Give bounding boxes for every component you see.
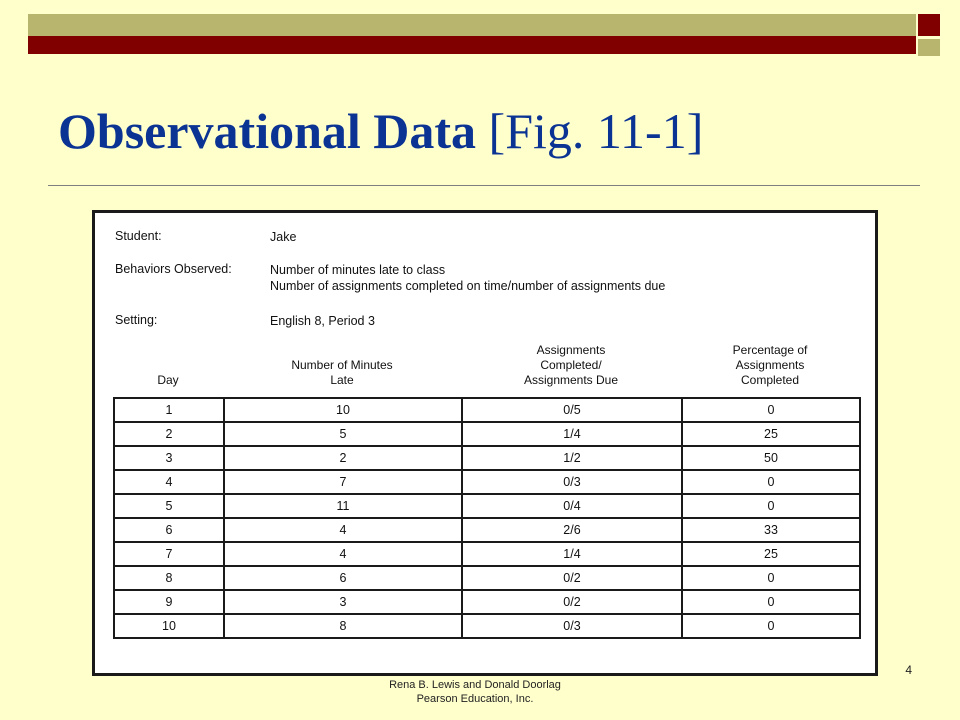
table-row [114, 398, 860, 422]
cell-minutes: 8 [224, 614, 462, 638]
cell-day: 2 [114, 422, 224, 446]
cell-percent: 0 [682, 614, 860, 638]
table-row [114, 518, 860, 542]
cell-percent: 25 [682, 422, 860, 446]
cell-assignments: 0/3 [462, 470, 682, 494]
table-row [114, 542, 860, 566]
cell-assignments: 2/6 [462, 518, 682, 542]
footer-line-2: Pearson Education, Inc. [416, 693, 534, 705]
cell-minutes: 4 [224, 542, 462, 566]
col-header-minutes-line-1: Number of Minutes [291, 358, 393, 372]
footer-credit [320, 678, 630, 706]
footer-line-1: Rena B. Lewis and Donald Doorlag [389, 679, 561, 691]
cell-percent: 0 [682, 398, 860, 422]
table-row [114, 590, 860, 614]
cell-assignments: 0/4 [462, 494, 682, 518]
setting-label: Setting: [115, 313, 158, 327]
slide-title-bold: Observational Data [58, 103, 477, 159]
cell-day: 5 [114, 494, 224, 518]
table-row [114, 494, 860, 518]
cell-minutes: 4 [224, 518, 462, 542]
col-header-percentage-line-3: Completed [740, 373, 800, 387]
col-header-assignments-line-2: Completed/ [540, 358, 602, 372]
behaviors-line-1: Number of minutes late to class [270, 263, 446, 277]
cell-minutes: 11 [224, 494, 462, 518]
table-row [114, 566, 860, 590]
cell-percent: 25 [682, 542, 860, 566]
cell-day: 9 [114, 590, 224, 614]
cell-minutes: 6 [224, 566, 462, 590]
cell-assignments: 0/2 [462, 590, 682, 614]
cell-assignments: 1/2 [462, 446, 682, 470]
title-divider [48, 185, 920, 186]
cell-day: 7 [114, 542, 224, 566]
behaviors-values [270, 262, 665, 294]
cell-minutes: 2 [224, 446, 462, 470]
col-header-minutes-line-2: Late [330, 373, 354, 387]
maroon-band [28, 36, 916, 54]
observation-table [113, 397, 861, 639]
cell-percent: 0 [682, 494, 860, 518]
table-row [114, 422, 860, 446]
slide-title-figure-ref: [Fig. 11-1] [488, 103, 704, 159]
student-value: Jake [270, 230, 297, 244]
top-decoration-bar [28, 14, 916, 54]
col-header-minutes [223, 358, 461, 388]
corner-square-maroon [918, 14, 940, 36]
col-header-day [113, 373, 223, 388]
cell-percent: 0 [682, 590, 860, 614]
cell-assignments: 0/5 [462, 398, 682, 422]
cell-minutes: 5 [224, 422, 462, 446]
col-header-assignments [461, 343, 681, 388]
cell-minutes: 10 [224, 398, 462, 422]
cell-percent: 0 [682, 470, 860, 494]
cell-percent: 33 [682, 518, 860, 542]
cell-day: 4 [114, 470, 224, 494]
setting-value: English 8, Period 3 [270, 314, 375, 328]
student-label: Student: [115, 229, 162, 243]
cell-day: 1 [114, 398, 224, 422]
cell-minutes: 3 [224, 590, 462, 614]
cell-percent: 0 [682, 566, 860, 590]
table-row [114, 470, 860, 494]
col-header-assignments-line-3: Assignments Due [523, 373, 619, 387]
col-header-percentage [681, 343, 859, 388]
olive-band [28, 14, 916, 36]
behaviors-line-2: Number of assignments completed on time/number of assignments due [270, 279, 666, 293]
table-row [114, 446, 860, 470]
cell-day: 10 [114, 614, 224, 638]
cell-day: 6 [114, 518, 224, 542]
cell-day: 8 [114, 566, 224, 590]
col-header-percentage-line-2: Assignments [735, 358, 805, 372]
observation-figure [92, 210, 878, 676]
col-header-day-text: Day [157, 373, 179, 387]
page-number: 4 [905, 663, 912, 677]
slide-title [58, 104, 703, 159]
cell-assignments: 0/2 [462, 566, 682, 590]
observation-table-body [114, 398, 860, 638]
cell-minutes: 7 [224, 470, 462, 494]
cell-percent: 50 [682, 446, 860, 470]
col-header-assignments-line-1: Assignments [536, 343, 606, 357]
cell-day: 3 [114, 446, 224, 470]
cell-assignments: 0/3 [462, 614, 682, 638]
cell-assignments: 1/4 [462, 542, 682, 566]
table-row [114, 614, 860, 638]
behaviors-label: Behaviors Observed: [115, 262, 232, 276]
col-header-percentage-line-1: Percentage of [732, 343, 808, 357]
cell-assignments: 1/4 [462, 422, 682, 446]
corner-square-olive [918, 39, 940, 56]
